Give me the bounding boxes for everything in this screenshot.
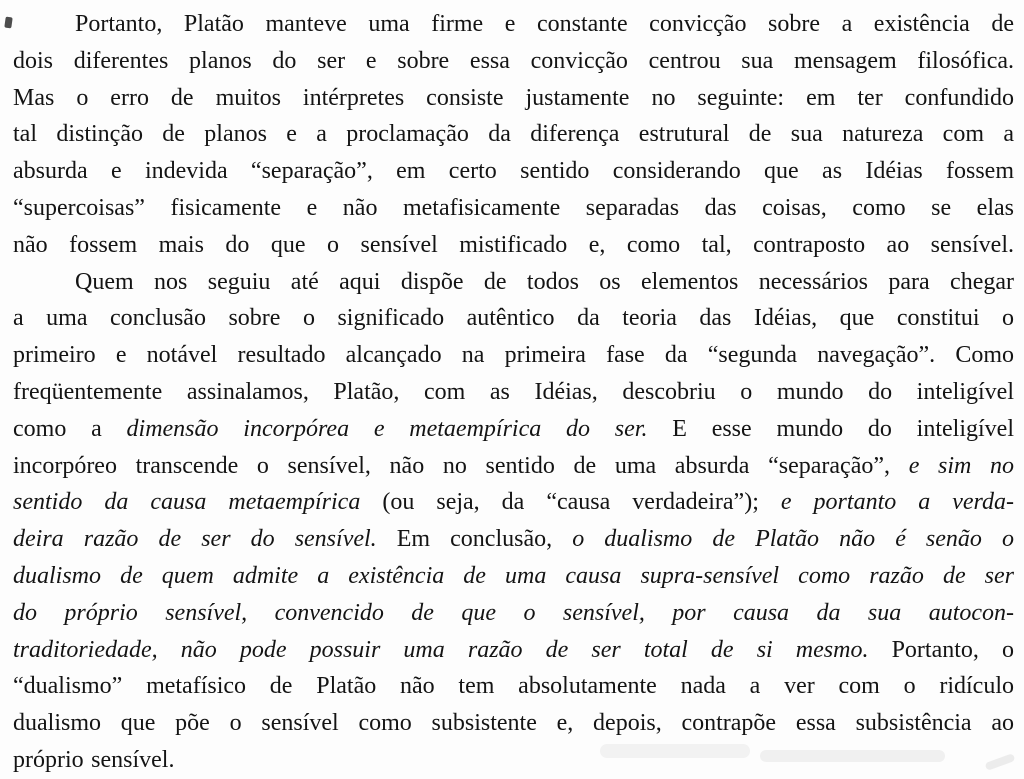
text-line xyxy=(13,632,1014,669)
text-segment: “dualismo” metafísico de Platão não tem absolutamente nada a ver com o ridículo xyxy=(13,673,1014,700)
italic-text-segment: o dualismo de Platão não é senão o xyxy=(572,526,1014,553)
text-segment: não fossem mais do que o sensível mistificado e, como tal, contraposto ao sensível. xyxy=(13,231,1014,258)
text-segment: a uma conclusão sobre o significado autêntico da teoria das Idéias, que constitui o xyxy=(13,305,1014,332)
text-segment: absurda e indevida “separação”, em certo sentido considerando que as Idéias fossem xyxy=(13,158,1014,185)
text-line xyxy=(13,264,1014,301)
text-segment: próprio sensível. xyxy=(13,746,175,773)
text-line xyxy=(13,43,1014,80)
text-line xyxy=(13,448,1014,485)
text-segment: Quem nos seguiu até aqui dispõe de todos os elementos necessários para chegar xyxy=(75,268,1014,295)
italic-text-segment: e portanto a verda- xyxy=(780,489,1014,516)
text-segment: incorpóreo transcende o sensível, não no sentido de uma absurda “separação”, xyxy=(13,452,909,479)
text-line xyxy=(13,595,1014,632)
italic-text-segment: dimensão incorpórea e metaempírica do ser. xyxy=(126,415,673,442)
text-line xyxy=(13,484,1014,521)
text-line xyxy=(13,374,1014,411)
text-segment: Portanto, Platão manteve uma firme e constante convicção sobre a existência de xyxy=(75,11,1014,37)
text-line xyxy=(13,337,1014,374)
text-segment: dualismo que põe o sensível como subsistente e, depois, contrapõe essa subsistência ao xyxy=(13,710,1014,737)
text-line xyxy=(13,227,1014,264)
text-segment: Portanto, o xyxy=(891,636,1015,663)
text-segment: freqüentemente assinalamos, Platão, com as Idéias, descobriu o mundo do inteligível xyxy=(13,378,1014,405)
text-line xyxy=(13,558,1014,595)
text-line xyxy=(13,668,1014,705)
text-line xyxy=(13,116,1014,153)
scan-smudge xyxy=(600,744,750,758)
text-segment: dois diferentes planos do ser e sobre essa convicção centrou sua mensagem filosófica. xyxy=(13,47,1014,74)
text-line xyxy=(13,521,1014,558)
text-line xyxy=(13,300,1014,337)
italic-text-segment: deira razão de ser do sensível. xyxy=(13,526,397,553)
text-segment: como a xyxy=(13,415,127,442)
text-segment: E esse mundo do inteligível xyxy=(672,415,1014,442)
text-segment: Mas o erro de muitos intérpretes consiste justamente no seguinte: em ter confundido xyxy=(13,84,1014,111)
document-text xyxy=(13,6,1014,779)
text-line xyxy=(13,80,1014,117)
text-line xyxy=(13,705,1014,742)
text-line xyxy=(13,153,1014,190)
italic-text-segment: traditoriedade, não pode possuir uma razão de ser total de si mesmo. xyxy=(13,636,892,663)
scan-smudge xyxy=(760,750,945,762)
text-line xyxy=(13,190,1014,227)
text-line xyxy=(13,411,1014,448)
text-segment: Em conclusão, xyxy=(396,526,573,553)
text-segment: tal distinção de planos e a proclamação da diferença estrutural de sua natureza com a xyxy=(13,121,1014,148)
italic-text-segment: sentido da causa metaempírica xyxy=(13,489,383,516)
text-segment: “supercoisas” fisicamente e não metafisicamente separadas das coisas, como se elas xyxy=(13,194,1014,221)
text-segment: (ou seja, da “causa verdadeira”); xyxy=(382,489,781,516)
italic-text-segment: dualismo de quem admite a existência de uma causa supra-sensível como razão de ser xyxy=(13,562,1014,589)
italic-text-segment: e sim no xyxy=(908,452,1015,479)
text-segment: primeiro e notável resultado alcançado na primeira fase da “segunda navegação”. Como xyxy=(13,342,1014,369)
italic-text-segment: do próprio sensível, convencido de que o sensível, por causa da sua autocon- xyxy=(13,599,1014,626)
scan-artifact-mark xyxy=(4,17,12,29)
text-line xyxy=(13,6,1014,43)
